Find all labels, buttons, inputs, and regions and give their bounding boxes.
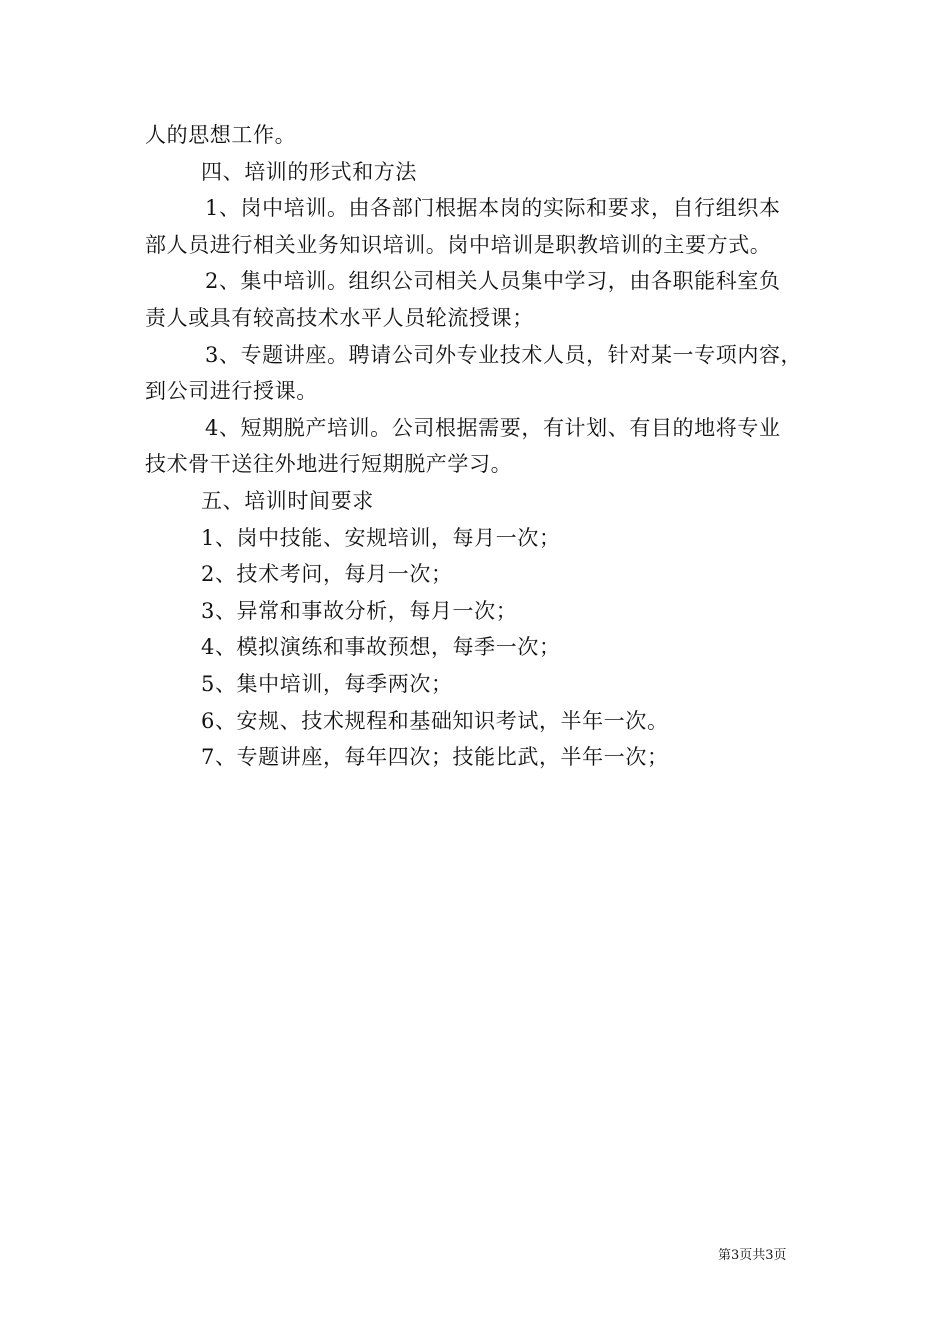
list-item: 7、专题讲座，每年四次；技能比武，半年一次； bbox=[201, 745, 669, 770]
list-item: 1、岗中技能、安规培训，每月一次； bbox=[201, 525, 561, 550]
list-item: 3、异常和事故分析，每月一次； bbox=[201, 598, 518, 623]
paragraph-line: 责人或具有较高技术水平人员轮流授课； bbox=[145, 305, 534, 330]
paragraph-line: 技术骨干送往外地进行短期脱产学习。 bbox=[145, 452, 513, 477]
list-item: 4、模拟演练和事故预想，每季一次； bbox=[201, 635, 561, 660]
section-heading-forms-methods: 四、培训的形式和方法 bbox=[201, 159, 417, 184]
paragraph-line: 到公司进行授课。 bbox=[145, 379, 318, 404]
paragraph-line-continuation: 人的思想工作。 bbox=[145, 123, 297, 147]
paragraph-line: 部人员进行相关业务知识培训。岗中培训是职教培训的主要方式。 bbox=[145, 232, 772, 257]
page-number-footer: 第3页共3页 bbox=[718, 1248, 787, 1263]
list-item: 6、安规、技术规程和基础知识考试，半年一次。 bbox=[201, 708, 669, 733]
list-item: 5、集中培训，每季两次； bbox=[201, 671, 453, 696]
paragraph-line: 1、岗中培训。由各部门根据本岗的实际和要求，自行组织本 bbox=[205, 196, 781, 221]
paragraph-line: 3、专题讲座。聘请公司外专业技术人员，针对某一专项内容， bbox=[205, 342, 803, 367]
paragraph-line: 2、集中培训。组织公司相关人员集中学习，由各职能科室负 bbox=[205, 269, 781, 294]
list-item: 2、技术考问，每月一次； bbox=[201, 562, 453, 587]
document-body bbox=[145, 117, 845, 776]
section-heading-time-requirements: 五、培训时间要求 bbox=[201, 488, 374, 513]
paragraph-line: 4、短期脱产培训。公司根据需要，有计划、有目的地将专业 bbox=[205, 415, 781, 440]
